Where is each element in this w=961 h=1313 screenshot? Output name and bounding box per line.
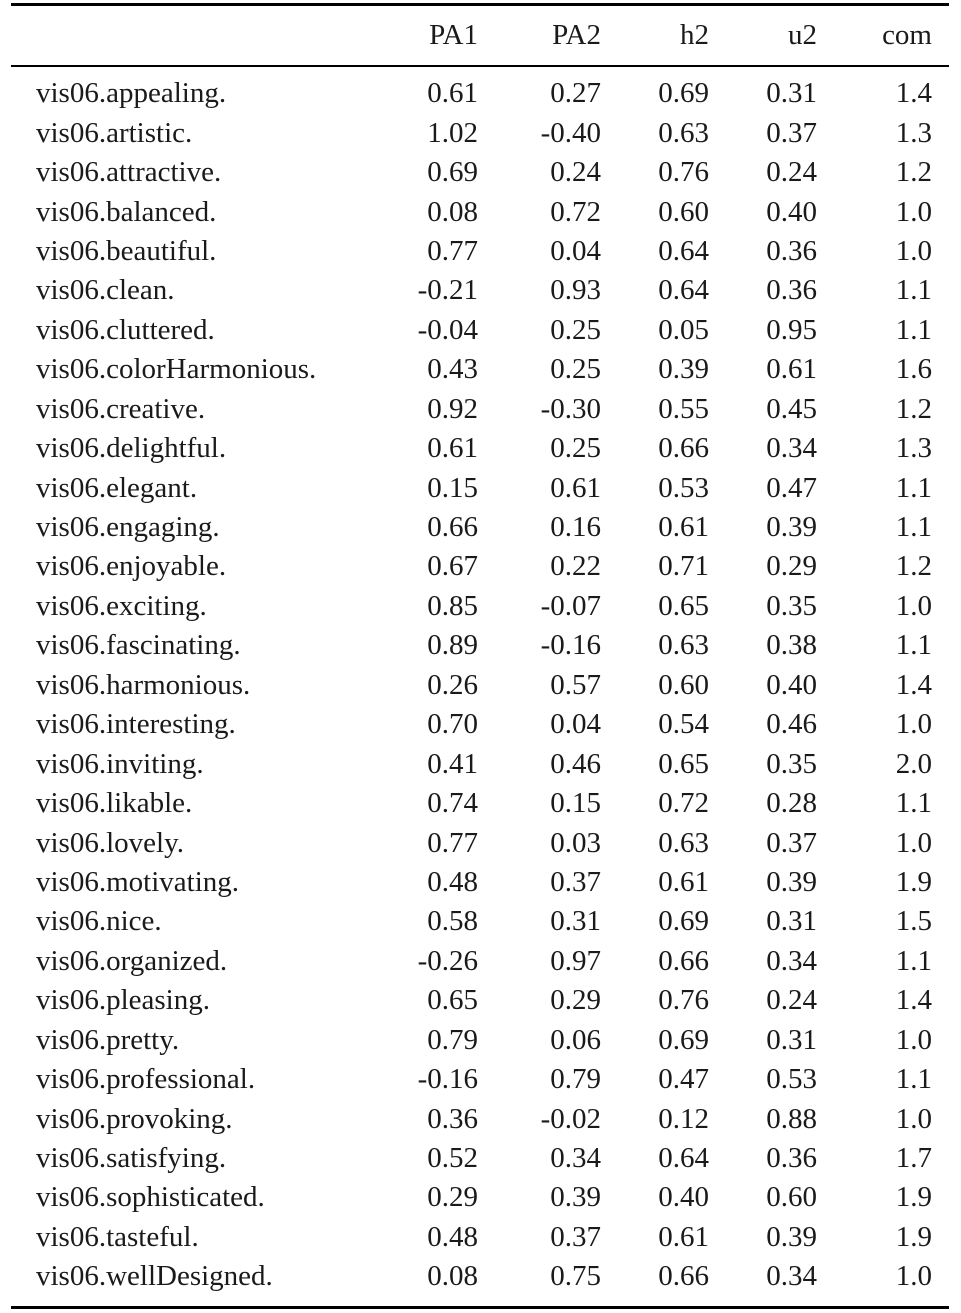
cell-h2: 0.65 xyxy=(658,589,709,622)
cell-h2: 0.71 xyxy=(658,550,709,583)
cell-u2: 0.35 xyxy=(766,589,817,622)
cell-item: vis06.artistic. xyxy=(36,116,193,149)
cell-pa2: 0.37 xyxy=(550,1220,601,1253)
cell-item: vis06.organized. xyxy=(36,944,228,977)
cell-h2: 0.69 xyxy=(658,905,709,938)
cell-h2: 0.66 xyxy=(658,944,709,977)
cell-pa2: 0.25 xyxy=(550,353,601,386)
cell-u2: 0.36 xyxy=(766,1142,817,1175)
cell-pa1: 0.61 xyxy=(427,77,478,110)
cell-com: 1.0 xyxy=(895,826,932,859)
cell-pa1: 0.48 xyxy=(427,865,478,898)
cell-item: vis06.satisfying. xyxy=(36,1142,227,1175)
cell-pa1: 0.85 xyxy=(427,589,478,622)
cell-u2: 0.29 xyxy=(766,550,817,583)
cell-item: vis06.engaging. xyxy=(36,511,220,544)
cell-item: vis06.motivating. xyxy=(36,865,239,898)
cell-u2: 0.35 xyxy=(766,747,817,780)
cell-com: 1.9 xyxy=(895,865,932,898)
cell-com: 1.0 xyxy=(895,1260,932,1293)
cell-item: vis06.delightful. xyxy=(36,432,227,465)
cell-com: 1.6 xyxy=(895,353,932,386)
cell-item: vis06.cluttered. xyxy=(36,313,215,346)
cell-item: vis06.likable. xyxy=(36,787,193,820)
cell-h2: 0.64 xyxy=(658,234,709,267)
cell-u2: 0.53 xyxy=(766,1063,817,1096)
cell-item: vis06.exciting. xyxy=(36,589,207,622)
cell-h2: 0.66 xyxy=(658,432,709,465)
cell-u2: 0.88 xyxy=(766,1102,817,1135)
cell-h2: 0.63 xyxy=(658,629,709,662)
cell-h2: 0.47 xyxy=(658,1063,709,1096)
cell-pa2: 0.34 xyxy=(550,1142,601,1175)
cell-com: 1.0 xyxy=(895,1023,932,1056)
cell-pa1: 0.29 xyxy=(427,1181,478,1214)
cell-u2: 0.31 xyxy=(766,77,817,110)
cell-com: 2.0 xyxy=(895,747,932,780)
cell-pa1: 0.36 xyxy=(427,1102,478,1135)
cell-pa1: 0.74 xyxy=(427,787,478,820)
cell-u2: 0.38 xyxy=(766,629,817,662)
cell-u2: 0.31 xyxy=(766,1023,817,1056)
cell-u2: 0.45 xyxy=(766,392,817,425)
cell-item: vis06.tasteful. xyxy=(36,1220,199,1253)
cell-h2: 0.40 xyxy=(658,1181,709,1214)
cell-com: 1.1 xyxy=(895,629,932,662)
cell-pa2: 0.25 xyxy=(550,313,601,346)
cell-pa1: 0.67 xyxy=(427,550,478,583)
cell-com: 1.4 xyxy=(895,984,932,1017)
cell-item: vis06.beautiful. xyxy=(36,234,217,267)
cell-u2: 0.39 xyxy=(766,865,817,898)
cell-pa2: 0.06 xyxy=(550,1023,601,1056)
cell-u2: 0.61 xyxy=(766,353,817,386)
cell-item: vis06.wellDesigned. xyxy=(36,1260,273,1293)
table-row xyxy=(11,1178,949,1217)
cell-item: vis06.enjoyable. xyxy=(36,550,227,583)
cell-pa2: 0.79 xyxy=(550,1063,601,1096)
table-row xyxy=(11,1257,949,1296)
cell-item: vis06.fascinating. xyxy=(36,629,241,662)
cell-u2: 0.37 xyxy=(766,826,817,859)
cell-pa2: 0.57 xyxy=(550,668,601,701)
cell-com: 1.3 xyxy=(895,432,932,465)
cell-u2: 0.39 xyxy=(766,511,817,544)
cell-pa2: -0.30 xyxy=(540,392,601,425)
bottom-rule xyxy=(11,1306,949,1309)
table-row xyxy=(11,942,949,981)
cell-h2: 0.64 xyxy=(658,1142,709,1175)
cell-u2: 0.24 xyxy=(766,156,817,189)
cell-pa1: -0.04 xyxy=(417,313,478,346)
cell-pa2: 0.16 xyxy=(550,511,601,544)
cell-u2: 0.95 xyxy=(766,313,817,346)
cell-pa1: -0.16 xyxy=(417,1063,478,1096)
column-header-h2: h2 xyxy=(680,19,709,51)
cell-pa1: 0.79 xyxy=(427,1023,478,1056)
column-header-com: com xyxy=(882,19,932,51)
cell-pa2: 0.25 xyxy=(550,432,601,465)
table-row xyxy=(11,1218,949,1257)
table-row xyxy=(11,981,949,1020)
cell-item: vis06.attractive. xyxy=(36,156,222,189)
cell-h2: 0.54 xyxy=(658,708,709,741)
cell-pa1: 0.89 xyxy=(427,629,478,662)
cell-h2: 0.76 xyxy=(658,156,709,189)
cell-u2: 0.60 xyxy=(766,1181,817,1214)
cell-u2: 0.34 xyxy=(766,432,817,465)
cell-com: 1.1 xyxy=(895,274,932,307)
cell-item: vis06.colorHarmonious. xyxy=(36,353,317,386)
header-rule xyxy=(11,65,949,67)
cell-com: 1.3 xyxy=(895,116,932,149)
table-row xyxy=(11,429,949,468)
cell-h2: 0.69 xyxy=(658,1023,709,1056)
cell-h2: 0.69 xyxy=(658,77,709,110)
cell-com: 1.1 xyxy=(895,313,932,346)
table-row xyxy=(11,784,949,823)
cell-item: vis06.professional. xyxy=(36,1063,256,1096)
cell-pa2: 0.39 xyxy=(550,1181,601,1214)
cell-item: vis06.inviting. xyxy=(36,747,204,780)
cell-pa2: -0.40 xyxy=(540,116,601,149)
table-row xyxy=(11,1139,949,1178)
cell-pa2: 0.24 xyxy=(550,156,601,189)
cell-com: 1.0 xyxy=(895,234,932,267)
cell-pa1: 0.15 xyxy=(427,471,478,504)
table-row xyxy=(11,823,949,862)
cell-com: 1.9 xyxy=(895,1220,932,1253)
table-row xyxy=(11,468,949,507)
cell-pa1: 0.41 xyxy=(427,747,478,780)
header-row xyxy=(11,6,949,65)
cell-item: vis06.nice. xyxy=(36,905,162,938)
cell-h2: 0.12 xyxy=(658,1102,709,1135)
cell-h2: 0.39 xyxy=(658,353,709,386)
table-row xyxy=(11,113,949,152)
cell-pa2: 0.61 xyxy=(550,471,601,504)
cell-pa2: -0.07 xyxy=(540,589,601,622)
cell-h2: 0.61 xyxy=(658,865,709,898)
cell-u2: 0.46 xyxy=(766,708,817,741)
cell-u2: 0.34 xyxy=(766,944,817,977)
cell-com: 1.2 xyxy=(895,392,932,425)
cell-com: 1.0 xyxy=(895,589,932,622)
cell-pa2: 0.29 xyxy=(550,984,601,1017)
cell-h2: 0.60 xyxy=(658,195,709,228)
cell-pa2: 0.15 xyxy=(550,787,601,820)
cell-com: 1.2 xyxy=(895,550,932,583)
table-row xyxy=(11,1021,949,1060)
table-body xyxy=(11,74,949,1297)
cell-h2: 0.76 xyxy=(658,984,709,1017)
table-row xyxy=(11,192,949,231)
cell-pa1: 0.08 xyxy=(427,195,478,228)
cell-com: 1.0 xyxy=(895,1102,932,1135)
cell-item: vis06.pretty. xyxy=(36,1023,180,1056)
table-row xyxy=(11,311,949,350)
cell-item: vis06.lovely. xyxy=(36,826,184,859)
table-row xyxy=(11,902,949,941)
table-row xyxy=(11,547,949,586)
cell-u2: 0.24 xyxy=(766,984,817,1017)
cell-item: vis06.appealing. xyxy=(36,77,227,110)
cell-pa2: 0.46 xyxy=(550,747,601,780)
cell-com: 1.1 xyxy=(895,787,932,820)
cell-h2: 0.66 xyxy=(658,1260,709,1293)
cell-item: vis06.clean. xyxy=(36,274,175,307)
cell-u2: 0.39 xyxy=(766,1220,817,1253)
table-row xyxy=(11,271,949,310)
cell-h2: 0.05 xyxy=(658,313,709,346)
table-row xyxy=(11,508,949,547)
cell-u2: 0.28 xyxy=(766,787,817,820)
cell-h2: 0.63 xyxy=(658,826,709,859)
cell-pa2: 0.03 xyxy=(550,826,601,859)
cell-pa2: -0.16 xyxy=(540,629,601,662)
cell-item: vis06.creative. xyxy=(36,392,206,425)
cell-com: 1.0 xyxy=(895,708,932,741)
cell-pa1: 0.52 xyxy=(427,1142,478,1175)
table-row xyxy=(11,587,949,626)
cell-pa2: -0.02 xyxy=(540,1102,601,1135)
cell-pa1: 0.77 xyxy=(427,826,478,859)
cell-pa1: 0.92 xyxy=(427,392,478,425)
cell-pa1: 0.08 xyxy=(427,1260,478,1293)
table-row xyxy=(11,232,949,271)
cell-u2: 0.47 xyxy=(766,471,817,504)
cell-item: vis06.harmonious. xyxy=(36,668,251,701)
cell-com: 1.1 xyxy=(895,944,932,977)
cell-pa2: 0.72 xyxy=(550,195,601,228)
table-row xyxy=(11,390,949,429)
cell-item: vis06.interesting. xyxy=(36,708,236,741)
cell-pa1: 0.58 xyxy=(427,905,478,938)
cell-pa2: 0.75 xyxy=(550,1260,601,1293)
cell-com: 1.4 xyxy=(895,77,932,110)
cell-pa2: 0.04 xyxy=(550,708,601,741)
cell-com: 1.1 xyxy=(895,511,932,544)
table-row xyxy=(11,1060,949,1099)
cell-com: 1.1 xyxy=(895,471,932,504)
cell-pa2: 0.97 xyxy=(550,944,601,977)
cell-item: vis06.pleasing. xyxy=(36,984,210,1017)
cell-pa1: 0.43 xyxy=(427,353,478,386)
cell-pa1: 0.69 xyxy=(427,156,478,189)
cell-com: 1.7 xyxy=(895,1142,932,1175)
cell-pa1: 0.48 xyxy=(427,1220,478,1253)
table-row xyxy=(11,863,949,902)
cell-pa1: 1.02 xyxy=(427,116,478,149)
cell-pa2: 0.27 xyxy=(550,77,601,110)
column-header-u2: u2 xyxy=(788,19,817,51)
cell-u2: 0.37 xyxy=(766,116,817,149)
cell-com: 1.2 xyxy=(895,156,932,189)
cell-pa1: 0.77 xyxy=(427,234,478,267)
cell-item: vis06.elegant. xyxy=(36,471,198,504)
cell-pa1: 0.66 xyxy=(427,511,478,544)
cell-pa1: 0.65 xyxy=(427,984,478,1017)
table-row xyxy=(11,705,949,744)
cell-pa1: -0.21 xyxy=(417,274,478,307)
cell-pa1: 0.61 xyxy=(427,432,478,465)
cell-pa2: 0.37 xyxy=(550,865,601,898)
cell-h2: 0.65 xyxy=(658,747,709,780)
cell-pa2: 0.93 xyxy=(550,274,601,307)
table-row xyxy=(11,350,949,389)
cell-u2: 0.40 xyxy=(766,195,817,228)
cell-u2: 0.31 xyxy=(766,905,817,938)
cell-item: vis06.provoking. xyxy=(36,1102,233,1135)
cell-pa2: 0.04 xyxy=(550,234,601,267)
cell-h2: 0.61 xyxy=(658,1220,709,1253)
cell-h2: 0.55 xyxy=(658,392,709,425)
table-row xyxy=(11,153,949,192)
cell-com: 1.5 xyxy=(895,905,932,938)
cell-h2: 0.60 xyxy=(658,668,709,701)
cell-com: 1.9 xyxy=(895,1181,932,1214)
cell-h2: 0.72 xyxy=(658,787,709,820)
cell-item: vis06.balanced. xyxy=(36,195,217,228)
cell-u2: 0.34 xyxy=(766,1260,817,1293)
table-row xyxy=(11,74,949,113)
column-header-pa2: PA2 xyxy=(552,19,601,51)
table-header xyxy=(11,6,949,65)
table-row xyxy=(11,626,949,665)
cell-u2: 0.36 xyxy=(766,234,817,267)
cell-pa1: -0.26 xyxy=(417,944,478,977)
cell-h2: 0.53 xyxy=(658,471,709,504)
column-header-item xyxy=(11,6,401,65)
table-row xyxy=(11,1099,949,1138)
cell-h2: 0.61 xyxy=(658,511,709,544)
cell-h2: 0.63 xyxy=(658,116,709,149)
cell-com: 1.1 xyxy=(895,1063,932,1096)
cell-pa2: 0.22 xyxy=(550,550,601,583)
cell-com: 1.0 xyxy=(895,195,932,228)
loadings-table xyxy=(11,74,949,1297)
cell-u2: 0.36 xyxy=(766,274,817,307)
cell-pa1: 0.70 xyxy=(427,708,478,741)
cell-pa1: 0.26 xyxy=(427,668,478,701)
cell-com: 1.4 xyxy=(895,668,932,701)
table-row xyxy=(11,666,949,705)
cell-h2: 0.64 xyxy=(658,274,709,307)
cell-u2: 0.40 xyxy=(766,668,817,701)
cell-item: vis06.sophisticated. xyxy=(36,1181,265,1214)
column-header-pa1: PA1 xyxy=(429,19,478,51)
cell-pa2: 0.31 xyxy=(550,905,601,938)
table-row xyxy=(11,744,949,783)
